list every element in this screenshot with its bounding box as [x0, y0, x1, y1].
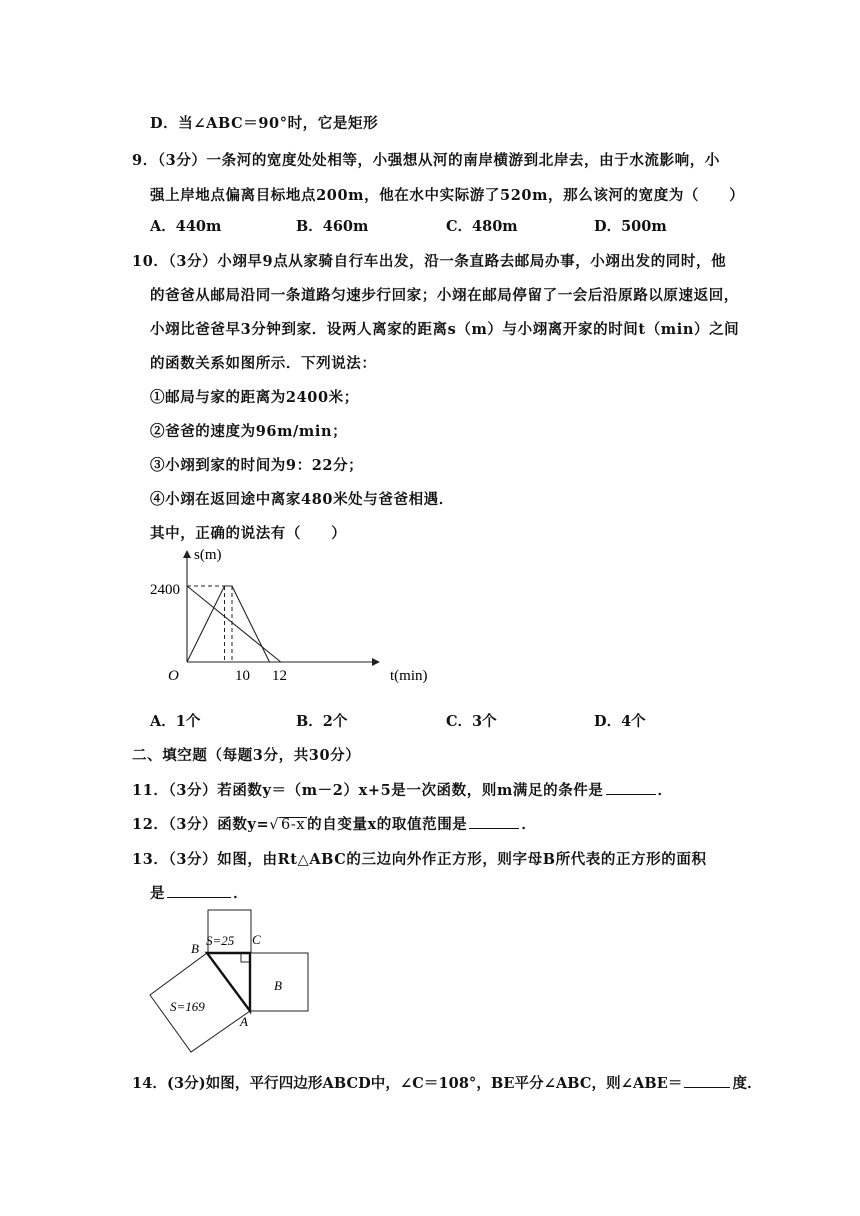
q12-answer-blank[interactable]	[469, 827, 519, 829]
vertex-a-label: A	[240, 1014, 248, 1029]
q12-radicand: 6-x	[281, 817, 306, 833]
right-square-label: B	[274, 978, 282, 993]
q10-option-a: A．1个	[150, 713, 201, 730]
q13-line1: 13．（3分）如图，由Rt△ABC的三边向外作正方形，则字母B所代表的正方形的面积	[132, 851, 707, 868]
q9-line2: 强上岸地点偏离目标地点200m，他在水中实际游了520m，那么该河的宽度为（ ）	[150, 187, 745, 204]
q13-line2	[150, 882, 248, 903]
q10-statement-3: ③小翊到家的时间为9：22分；	[150, 457, 364, 474]
top-square-label: S=25	[206, 933, 235, 948]
q10-line2: 的爸爸从邮局沿同一条道路匀速步行回家；小翊在邮局停留了一会后沿原路以原速返回，	[150, 287, 739, 304]
series-line-0	[187, 586, 270, 662]
q9-option-d: D．500m	[594, 218, 667, 235]
q10-statement-1: ①邮局与家的距离为2400米；	[150, 389, 359, 406]
section2-title: 二、填空题（每题3分，共30分）	[132, 747, 361, 764]
q12-middle: 的自变量x的取值范围是	[307, 816, 468, 833]
q14-suffix: 度．	[732, 1075, 762, 1092]
q9-option-c: C．480m	[446, 218, 518, 235]
q10-statement-4: ④小翊在返回途中离家480米处与爸爸相遇．	[150, 491, 454, 508]
q11-text	[132, 779, 673, 800]
q13-line2-prefix: 是	[150, 885, 166, 902]
q13-squares-figure	[148, 905, 318, 1055]
series-line-1	[187, 586, 281, 662]
q10-option-d: D．4个	[594, 713, 646, 730]
x-tick-10: 10	[235, 668, 250, 684]
q10-line1: 10．（3分）小翊早9点从家骑自行车出发，沿一条直路去邮局办事，小翊出发的同时，他	[132, 253, 727, 270]
q13-answer-blank[interactable]	[167, 896, 231, 898]
left-square-label: S=169	[170, 999, 205, 1014]
y-axis-arrow-icon	[183, 550, 191, 558]
q11-prefix: 11．（3分）若函数y＝（m－2）x+5是一次函数，则m满足的条件是	[132, 782, 604, 799]
x-tick-12: 12	[272, 668, 287, 684]
q14-answer-blank[interactable]	[684, 1086, 730, 1088]
vertex-c-label: C	[252, 932, 261, 947]
x-axis-label: t(min)	[390, 668, 428, 684]
origin-label: O	[168, 668, 179, 684]
q10-statement-2: ②爸爸的速度为96m/min；	[150, 423, 348, 440]
x-axis-arrow-icon	[372, 658, 380, 666]
right-angle-mark	[241, 953, 250, 962]
sqrt-sign-icon: √	[269, 817, 280, 833]
q11-suffix: ．	[657, 782, 673, 799]
q10-line4: 的函数关系如图所示．下列说法：	[150, 355, 377, 372]
q12-text	[132, 813, 537, 834]
q9-option-b: B．460m	[296, 218, 369, 235]
q14-prefix: 14．(3分)如图，平行四边形ABCD中，∠C＝108°，BE平分∠ABC，则∠ABE＝	[132, 1075, 683, 1092]
q11-answer-blank[interactable]	[606, 793, 656, 795]
vertex-b-label: B	[191, 941, 199, 956]
q13-line2-suffix: ．	[233, 885, 249, 902]
q10-option-b: B．2个	[296, 713, 348, 730]
q12-suffix: ．	[521, 816, 537, 833]
q8-option-d: D．当∠ABC＝90°时，它是矩形	[150, 115, 379, 132]
y-axis-label: s(m)	[194, 547, 222, 563]
q10-distance-time-chart	[150, 545, 450, 695]
q9-option-a: A．440m	[150, 218, 222, 235]
y-tick-2400: 2400	[150, 582, 180, 598]
q9-line1: 9．（3分）一条河的宽度处处相等，小强想从河的南岸横游到北岸去，由于水流影响，小	[132, 152, 720, 169]
q10-option-c: C．3个	[446, 713, 497, 730]
q12-prefix: 12．（3分）函数y=	[132, 816, 270, 833]
q10-line3: 小翊比爸爸早3分钟到家．设两人离家的距离s（m）与小翊离开家的时间t（min）之间	[150, 321, 740, 338]
q10-question: 其中，正确的说法有（ ）	[150, 525, 347, 542]
q14-text	[132, 1072, 762, 1093]
